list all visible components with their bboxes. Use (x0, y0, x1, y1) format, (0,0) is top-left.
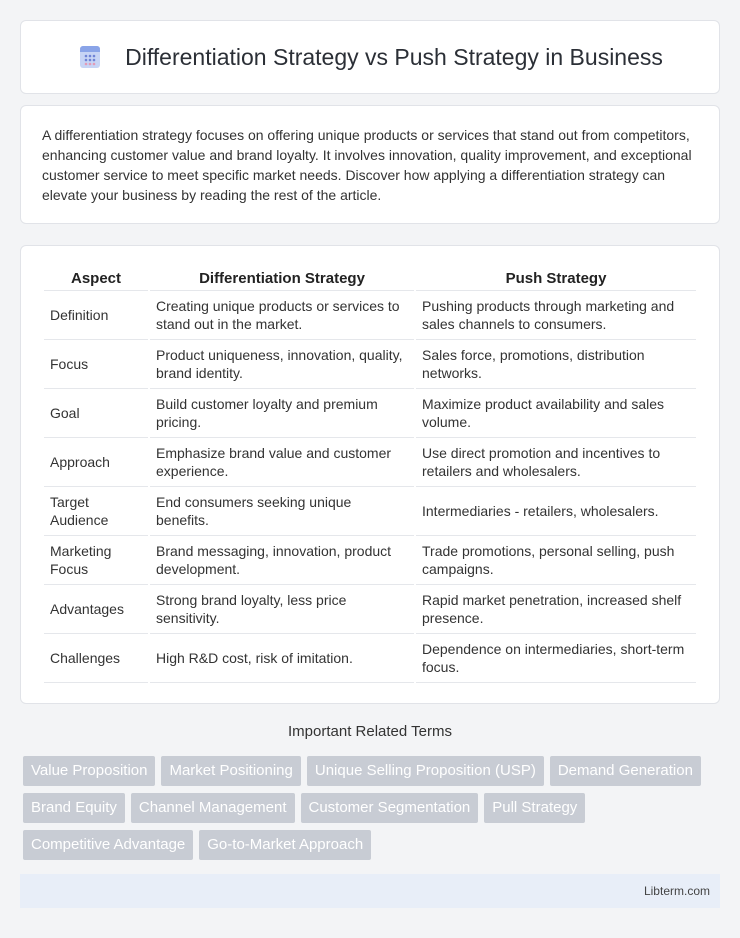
table-row (44, 536, 696, 585)
table-row (44, 291, 696, 340)
related-term-tag[interactable]: Market Positioning (161, 756, 300, 786)
related-term-tag[interactable]: Unique Selling Proposition (USP) (307, 756, 544, 786)
footer-site-link[interactable]: Libterm.com (643, 884, 710, 898)
table-header-row (44, 266, 696, 291)
header-differentiation: Differentiation Strategy (150, 266, 414, 291)
intro-card (20, 105, 720, 224)
table-row (44, 389, 696, 438)
aspect-cell: Goal (44, 389, 148, 438)
comparison-card (20, 245, 720, 704)
document-icon (77, 44, 103, 70)
table-row (44, 487, 696, 536)
related-terms-list (23, 756, 720, 860)
related-term-tag[interactable]: Demand Generation (550, 756, 701, 786)
intro-text: A differentiation strategy focuses on offering unique products or services that stand out from competitors, enhancing customer value and brand loyalty. It involves innovation, quality improvement, and exceptional customer service to meet specific market needs. Discover how applying a differentiation strategy can elevate your business by reading the rest of the article. (42, 127, 692, 203)
aspect-cell: Approach (44, 438, 148, 487)
header-card (20, 20, 720, 94)
aspect-cell: Challenges (44, 634, 148, 683)
push-cell: Pushing products through marketing and sales channels to consumers. (416, 291, 696, 340)
push-cell: Intermediaries - retailers, wholesalers. (416, 487, 696, 536)
differentiation-cell: Emphasize brand value and customer experience. (150, 438, 414, 487)
page-title: Differentiation Strategy vs Push Strategy in Business (125, 43, 663, 70)
push-cell: Sales force, promotions, distribution networks. (416, 340, 696, 389)
push-cell: Maximize product availability and sales volume. (416, 389, 696, 438)
differentiation-cell: End consumers seeking unique benefits. (150, 487, 414, 536)
related-term-tag[interactable]: Pull Strategy (484, 793, 585, 823)
related-term-tag[interactable]: Channel Management (131, 793, 295, 823)
push-cell: Rapid market penetration, increased shelf presence. (416, 585, 696, 634)
related-terms-heading: Important Related Terms (288, 723, 452, 740)
differentiation-cell: Creating unique products or services to stand out in the market. (150, 291, 414, 340)
table-row (44, 438, 696, 487)
related-term-tag[interactable]: Customer Segmentation (301, 793, 479, 823)
related-term-tag[interactable]: Competitive Advantage (23, 830, 193, 860)
header-aspect: Aspect (44, 266, 148, 291)
table-row (44, 585, 696, 634)
differentiation-cell: Build customer loyalty and premium pricing. (150, 389, 414, 438)
differentiation-cell: High R&D cost, risk of imitation. (150, 634, 414, 683)
comparison-table (42, 266, 698, 683)
differentiation-cell: Product uniqueness, innovation, quality, brand identity. (150, 340, 414, 389)
differentiation-cell: Brand messaging, innovation, product development. (150, 536, 414, 585)
aspect-cell: Focus (44, 340, 148, 389)
aspect-cell: Marketing Focus (44, 536, 148, 585)
related-term-tag[interactable]: Go-to-Market Approach (199, 830, 371, 860)
table-row (44, 634, 696, 683)
header-push: Push Strategy (416, 266, 696, 291)
push-cell: Dependence on intermediaries, short-term focus. (416, 634, 696, 683)
push-cell: Use direct promotion and incentives to retailers and wholesalers. (416, 438, 696, 487)
table-row (44, 340, 696, 389)
footer (20, 874, 720, 908)
aspect-cell: Target Audience (44, 487, 148, 536)
related-term-tag[interactable]: Value Proposition (23, 756, 155, 786)
push-cell: Trade promotions, personal selling, push campaigns. (416, 536, 696, 585)
differentiation-cell: Strong brand loyalty, less price sensitivity. (150, 585, 414, 634)
aspect-cell: Advantages (44, 585, 148, 634)
related-term-tag[interactable]: Brand Equity (23, 793, 125, 823)
aspect-cell: Definition (44, 291, 148, 340)
